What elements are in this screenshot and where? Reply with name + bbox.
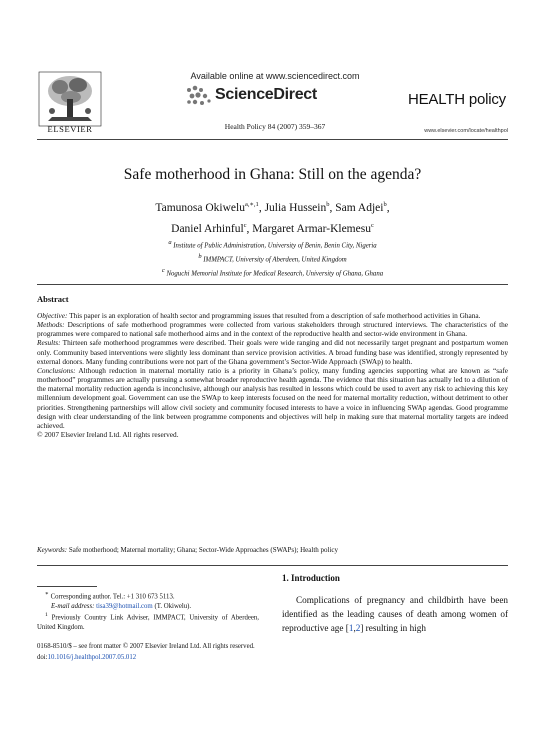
abstract-section-text: Thirteen safe motherhood programmes were described. Their goals were wide ranging and did not necessarily target pregnant and postpartum women only. Community based interventions were slightly less dominant than service provision activities. A broad funding base was identified, strongly represented by external donors. Many funding contributions were not part of the Ghana government’s Sector-Wide Approach (SWAp) to health.: [37, 338, 508, 366]
keywords: [37, 546, 508, 554]
footnote-rule: [37, 586, 97, 587]
author-separator: ,: [329, 201, 336, 214]
header-rule: [37, 139, 508, 140]
publisher-name: ELSEVIER: [47, 124, 93, 134]
email-note: [37, 602, 259, 612]
affiliation: [60, 266, 485, 280]
article-title: Safe motherhood in Ghana: Still on the agenda?: [123, 166, 422, 183]
journal-reference: Health Policy 84 (2007) 359–367: [224, 122, 326, 131]
author-separator: ,: [258, 201, 265, 214]
email-suffix: (T. Okiwelu).: [154, 602, 192, 610]
affiliation: [60, 252, 485, 266]
abstract-section-label: Methods:: [37, 320, 65, 330]
keywords-list: Safe motherhood; Maternal mortality; Ghana; Sector-Wide Approaches (SWAPs); Health policy: [68, 546, 339, 554]
sciencedirect-dots-icon: [185, 84, 213, 108]
abstract-section-text: Although reduction in maternal mortality ratio is a priority in Ghana’s policy, many funding agencies supporting what are known as “safe motherhood” programmes are actually pursuing a somewhat broader reproductive health agenda. The evidence that this situation has actually led to a dilution of the maternal mortality reduction agenda is inconclusive, although our analysis has resulted in lessons which could be used to avert any risk to achieving this key millennium development goal. Government can use the SWAp to keep interests focused on the need for maternal mortality reduction, without detriment to other priorities. Strengthening partnerships will allow civil society and community focused interests to have a voice in influencing SWAp agendas. Good programme design with clear understanding of the link between programme components and objectives will help in making sure that maternal mortality targets are indeed achieved.: [37, 365, 508, 430]
introduction-text: [282, 594, 508, 635]
sciencedirect-wordmark: ScienceDirect: [215, 86, 317, 103]
corresponding-text: Corresponding author. Tel.: +1 310 673 5113.: [50, 593, 175, 601]
footnotes: [37, 590, 259, 633]
journal-url: www.elsevier.com/locate/healthpol: [424, 128, 508, 134]
footnote-1-text: Previously Country Link Adviser, IMMPACT, University of Aberdeen, United Kingdom.: [37, 614, 259, 632]
affiliation-text: IMMPACT, University of Aberdeen, United Kingdom: [203, 256, 347, 264]
author-list: [90, 196, 455, 238]
author-affiliation-mark: a,∗,1: [245, 201, 259, 208]
elsevier-tree-logo: [38, 66, 102, 132]
abstract-section-label: Objective:: [37, 311, 68, 320]
author-affiliation-mark: c: [370, 221, 374, 229]
abstract-section-label: Conclusions:: [37, 365, 76, 375]
abstract-bottom-rule: [37, 565, 508, 566]
author-line-1: [90, 196, 455, 217]
author-affiliation-mark: c: [243, 221, 247, 229]
abstract-heading: Abstract: [37, 294, 69, 304]
reference-link-1[interactable]: 1: [348, 622, 354, 633]
author-affiliation-mark: b: [383, 201, 387, 208]
author-name: Tamunosa Okiwelu: [155, 201, 245, 214]
corresponding-symbol: ∗: [45, 591, 49, 597]
affiliation-text: Institute of Public Administration, University of Benin, Benin City, Nigeria: [173, 242, 377, 250]
reference-separator: ,: [353, 622, 356, 633]
author-affiliation-mark: b: [326, 201, 330, 208]
doi-label: doi:: [37, 654, 48, 661]
abstract-paragraph: [37, 311, 508, 320]
footnote-1: [37, 611, 259, 632]
email-label: E-mail address:: [51, 602, 95, 610]
abstract-copyright: © 2007 Elsevier Ireland Ltd. All rights reserved.: [37, 430, 179, 440]
abstract-section-label: Results:: [37, 338, 61, 348]
abstract-section-text: This paper is an exploration of health sector and programming issues that resulted from a description of safe motherhood activities in Ghana.: [69, 311, 481, 320]
abstract-paragraph: [37, 320, 508, 338]
available-online-text: Available online at www.sciencedirect.com: [190, 71, 360, 81]
affiliation-mark: c: [161, 266, 165, 274]
issn-copyright-line: 0168-8510/$ – see front matter © 2007 Elsevier Ireland Ltd. All rights reserved.: [37, 643, 255, 650]
doi-link[interactable]: 10.1016/j.healthpol.2007.05.012: [47, 654, 137, 661]
affiliation-list: [60, 238, 485, 279]
introduction-heading: 1. Introduction: [282, 573, 340, 583]
affiliation-text: Noguchi Memorial Institute for Medical Research, University of Ghana, Ghana: [166, 269, 384, 277]
author-name: Margaret Armar-Klemesu: [252, 222, 371, 235]
author-name: Sam Adjei: [335, 201, 384, 214]
intro-text-start: Complications of pregnancy and childbirth have been identified as the leading causes of death among women of reproductive age [: [282, 595, 508, 633]
author-name: Daniel Arhinful: [171, 222, 244, 235]
abstract-section-text: Descriptions of safe motherhood programmes were collected from various stakeholders through structured interviews. The characteristics of the programmes were compared to national safe motherhood aims and in the context of the reproductive health and sector-wide environment in Ghana.: [37, 320, 508, 339]
health-policy-logo: [408, 89, 508, 113]
keywords-label: Keywords:: [37, 546, 68, 554]
health-policy-wordmark: HEALTH policy: [408, 91, 506, 108]
author-name: Julia Hussein: [264, 201, 327, 214]
doi-line: [37, 654, 136, 661]
sciencedirect-logo: [185, 84, 335, 108]
abstract-paragraph: [37, 366, 508, 430]
author-separator: ,: [246, 222, 253, 235]
affiliation-mark: a: [168, 239, 172, 246]
intro-text-end: ] resulting in high: [360, 622, 426, 633]
footnote-1-symbol: 1: [45, 612, 48, 619]
corresponding-author-note: [37, 590, 259, 602]
author-separator: ,: [386, 201, 390, 214]
reference-link-2[interactable]: 2: [355, 622, 361, 633]
abstract-top-rule: [37, 284, 508, 285]
email-link[interactable]: tisa39@hotmail.com: [96, 602, 153, 610]
affiliation: [60, 238, 485, 252]
author-line-2: [90, 217, 455, 238]
abstract-paragraph: [37, 338, 508, 365]
abstract-body: [37, 311, 508, 439]
affiliation-mark: b: [198, 252, 202, 260]
